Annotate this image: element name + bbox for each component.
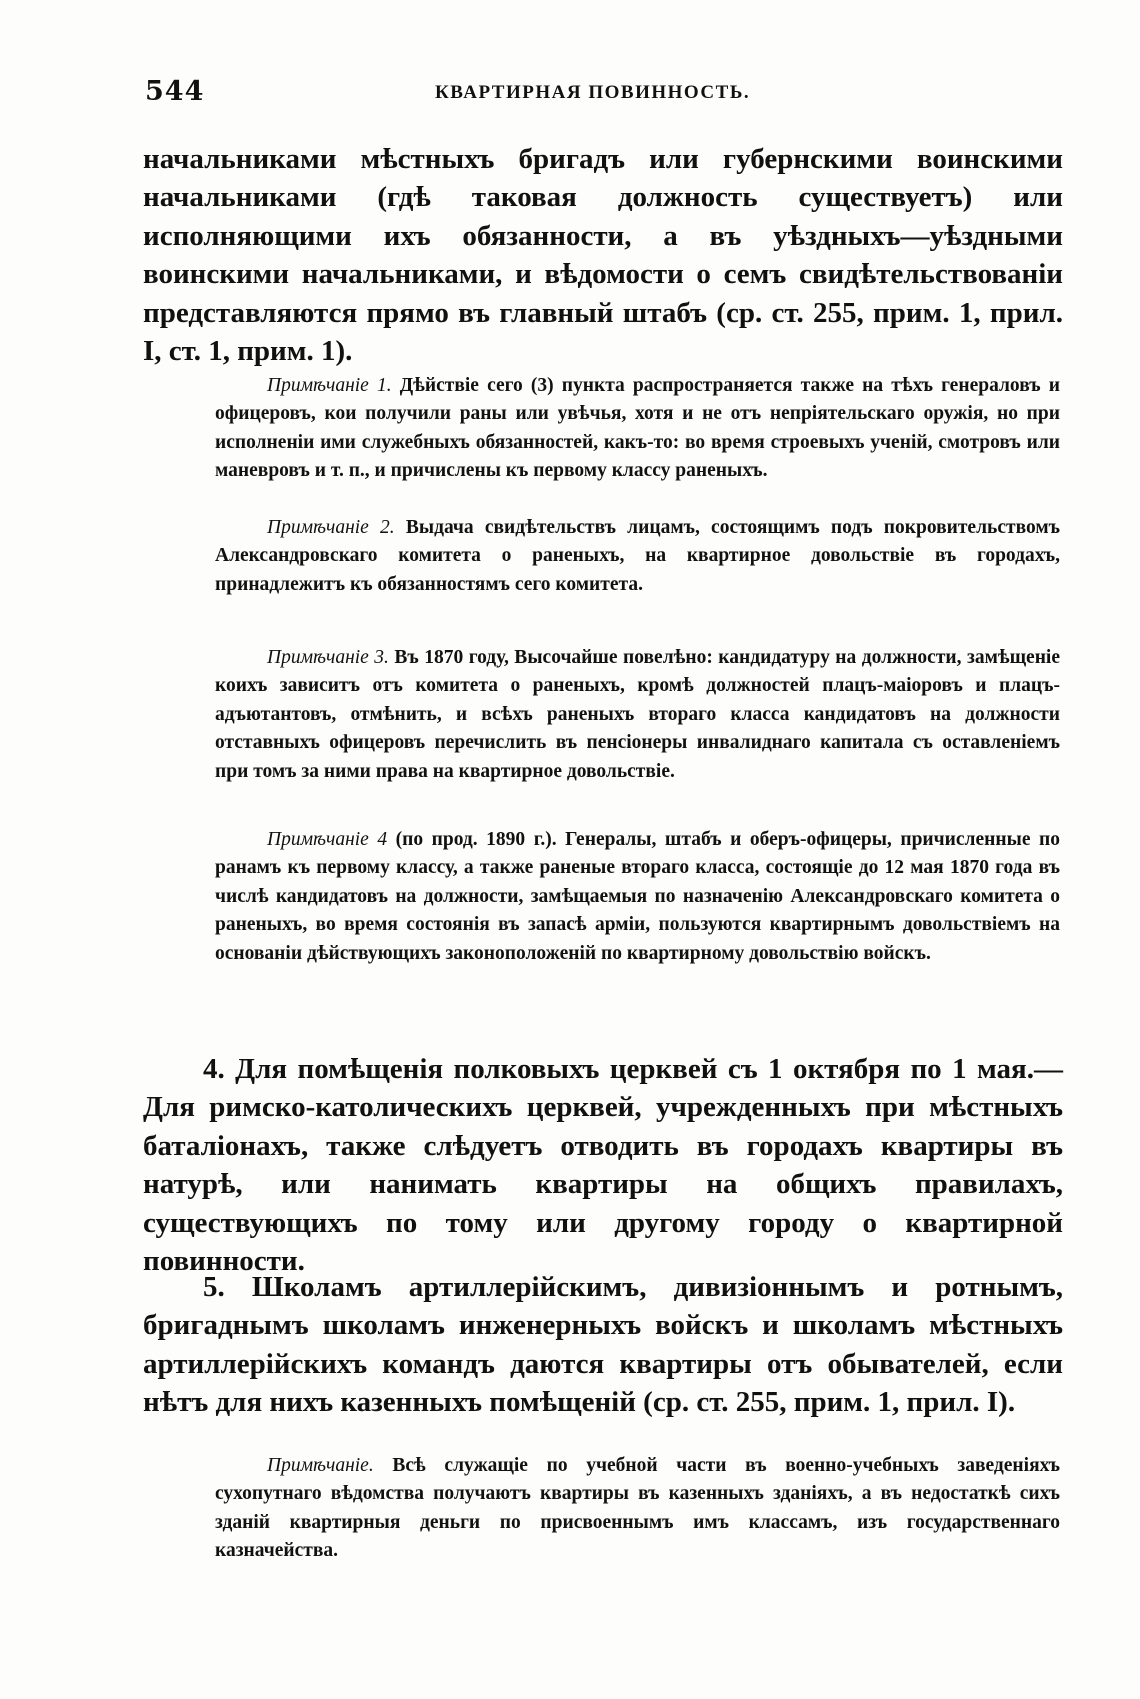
note-3	[215, 644, 1060, 786]
note-2-label: Примѣчаніе 2.	[267, 517, 395, 538]
note-section-5-label: Примѣчаніе.	[267, 1455, 374, 1476]
note-1-label: Примѣчаніе 1.	[267, 375, 392, 396]
page-number: 544	[145, 76, 205, 107]
paragraph-4	[143, 1050, 1063, 1280]
note-2-text: Выдача свидѣтельствъ лицамъ, состоящимъ подъ покровительствомъ Александровскаго комитета о раненыхъ, на квартирное довольствіе въ городахъ, принадлежитъ къ обязанностямъ сего комитета.	[215, 517, 1060, 595]
running-title: КВАРТИРНАЯ ПОВИННОСТЬ.	[435, 82, 751, 103]
note-section-5	[215, 1452, 1060, 1566]
note-4-text: (по прод. 1890 г.). Генералы, штабъ и оберъ-офицеры, причисленные по ранамъ къ первому классу, а также раненые втораго класса, состоящіе до 12 мая 1870 года въ числѣ кандидатовъ на должности, замѣщаемыя по назначенію Александровскаго комитета о раненыхъ, во время состоянія въ запасѣ арміи, пользуются квартирнымъ довольствіемъ на основаніи дѣйствующихъ законоположеній по квартирному довольствію войскъ.	[215, 829, 1060, 964]
note-1-text: Дѣйствіе сего (3) пункта распространяется также на тѣхъ генераловъ и офицеровъ, кои получили раны или увѣчья, хотя и не отъ непріятельскаго оружія, но при исполненіи ими служебныхъ обязанностей, какъ-то: во время строевыхъ ученій, смотровъ или маневровъ и т. п., и причислены къ первому классу раненыхъ.	[215, 375, 1060, 482]
note-4-label: Примѣчаніе 4	[267, 829, 388, 850]
page-header	[145, 76, 1050, 116]
note-3-text: Въ 1870 году, Высочайше повелѣно: кандидатуру на должности, замѣщеніе коихъ зависитъ отъ комитета о раненыхъ, кромѣ должностей плацъ-маіоровъ и плацъ-адъютантовъ, отмѣнить, и всѣхъ раненыхъ втораго класса кандидатовъ на должности отставныхъ офицеровъ перечислить въ пенсіонеры инвалиднаго капитала съ оставленіемъ при томъ за ними права на квартирное довольствіе.	[215, 647, 1060, 782]
paragraph-5-text: 5. Школамъ артиллерійскимъ, дивизіоннымъ и ротнымъ, бригаднымъ школамъ инженерныхъ войскъ и школамъ мѣстныхъ артиллерійскихъ командъ даются квартиры отъ обывателей, если нѣтъ для нихъ казенныхъ помѣщеній (ср. ст. 255, прим. 1, прил. I).	[143, 1271, 1063, 1419]
paragraph-4-text: 4. Для помѣщенія полковыхъ церквей съ 1 октября по 1 мая.—Для римско-католическихъ церквей, учрежденныхъ при мѣстныхъ баталіонахъ, также слѣдуетъ отводить въ городахъ квартиры въ натурѣ, или нанимать квартиры на общихъ правилахъ, существующихъ по тому или другому городу о квартирной повинности.	[143, 1053, 1063, 1278]
intro-paragraph	[143, 140, 1063, 370]
note-1	[215, 372, 1060, 486]
paragraph-5	[143, 1268, 1063, 1422]
note-2	[215, 514, 1060, 599]
note-3-label: Примѣчаніе 3.	[267, 647, 389, 668]
note-4	[215, 826, 1060, 968]
intro-paragraph-text: начальниками мѣстныхъ бригадъ или губернскими воинскими начальниками (гдѣ таковая должность существуетъ) или исполняющими ихъ обязанности, а въ уѣздныхъ—уѣздными воинскими начальниками, и вѣдомости о семъ свидѣтельствованіи представляются прямо въ главный штабъ (ср. ст. 255, прим. 1, прил. I, ст. 1, прим. 1).	[143, 143, 1063, 368]
note-section-5-text: Всѣ служащіе по учебной части въ военно-учебныхъ заведеніяхъ сухопутнаго вѣдомства получаютъ квартиры въ казенныхъ зданіяхъ, а въ недостаткѣ сихъ зданій квартирныя деньги по присвоеннымъ имъ классамъ, изъ государственнаго казначейства.	[215, 1455, 1061, 1562]
